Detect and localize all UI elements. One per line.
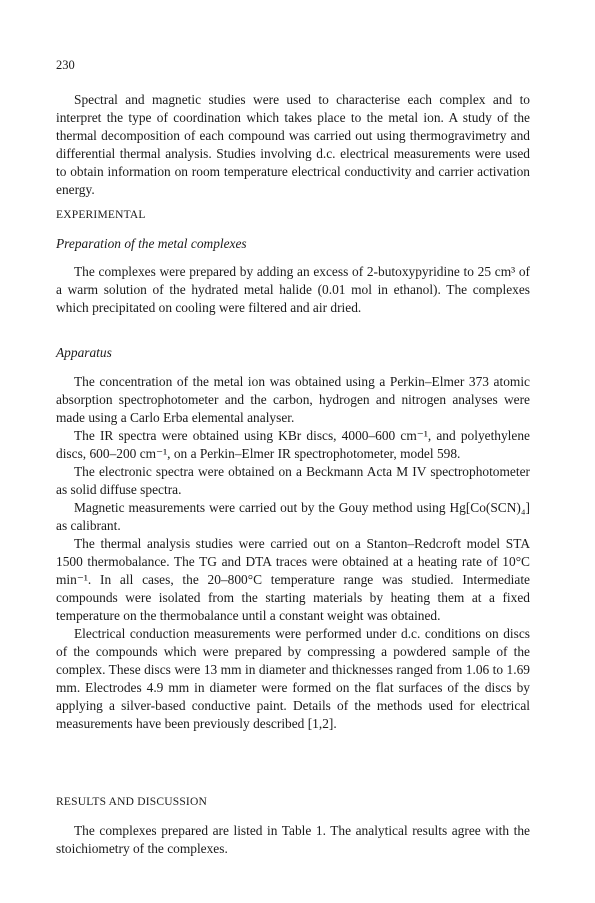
experimental-heading: EXPERIMENTAL [56,209,146,221]
apparatus-paragraph-electronic-spectra: The electronic spectra were obtained on a Beckmann Acta M IV spectrophotometer as solid diffuse spectra. [56,464,530,497]
preparation-paragraph: The complexes were prepared by adding an excess of 2-butoxypyridine to 25 cm³ of a warm solution of the hydrated metal halide (0.01 mol in ethanol). The complexes which precipitated on cooling were filtered and air dried. [56,264,530,315]
apparatus-heading: Apparatus [56,345,112,360]
intro-block [56,91,530,199]
apparatus-paragraph-atomic-absorption: The concentration of the metal ion was obtained using a Perkin–Elmer 373 atomic absorption spectrophotometer and the carbon, hydrogen and nitrogen analyses were made using a Carlo Erba elemental analyser. [56,374,530,425]
page-number: 230 [56,58,75,72]
results-block [56,822,530,858]
apparatus-paragraph-magnetic: Magnetic measurements were carried out by the Gouy method using Hg[Co(SCN)₄] as calibrant. [56,500,530,533]
results-section [56,794,530,810]
apparatus-subsection [56,344,530,362]
preparation-subsection [56,235,530,253]
results-paragraph: The complexes prepared are listed in Table 1. The analytical results agree with the stoichiometry of the complexes. [56,823,530,856]
experimental-section [56,207,530,223]
preparation-block [56,263,530,317]
apparatus-paragraph-electrical: Electrical conduction measurements were performed under d.c. conditions on discs of the compounds which were prepared by compressing a powdered sample of the complex. These discs were 13 mm in diameter and thicknesses ranged from 1.06 to 1.69 mm. Electrodes 4.9 mm in diameter were formed on the flat surfaces of the discs by applying a silver-based conductive paint. Details of the methods used for electrical measurements have been previously described [1,2]. [56,626,530,731]
apparatus-block [56,373,530,733]
results-heading: RESULTS AND DISCUSSION [56,796,207,808]
preparation-heading: Preparation of the metal complexes [56,236,247,251]
apparatus-paragraph-thermal: The thermal analysis studies were carried out on a Stanton–Redcroft model STA 1500 thermobalance. The TG and DTA traces were obtained at a heating rate of 10°C min⁻¹. In all cases, the 20–800°C temperature range was studied. Intermediate compounds were isolated from the starting materials by heating them at a fixed temperature on the thermobalance until a constant weight was obtained. [56,536,530,623]
intro-paragraph: Spectral and magnetic studies were used to characterise each complex and to interpret the type of coordination which takes place to the metal ion. A study of the thermal decomposition of each compound was carried out using thermogravimetry and differential thermal analysis. Studies involving d.c. electrical measurements were used to obtain information on room temperature electrical conductivity and carrier activation energy. [56,92,530,197]
apparatus-paragraph-ir-spectra: The IR spectra were obtained using KBr discs, 4000–600 cm⁻¹, and polyethylene discs, 600–200 cm⁻¹, on a Perkin–Elmer IR spectrophotometer, model 598. [56,428,530,461]
